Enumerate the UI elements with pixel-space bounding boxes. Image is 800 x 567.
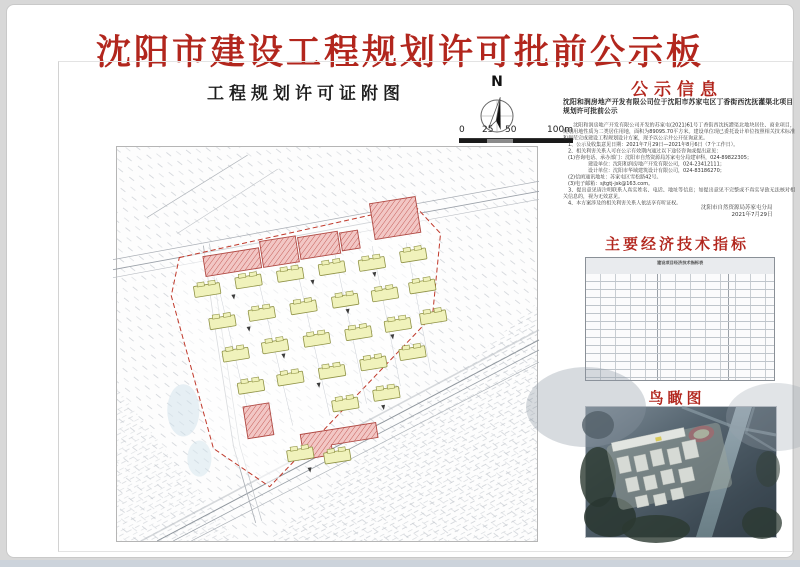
scale-tick: 25 xyxy=(482,125,494,135)
birdseye-section-title: 鸟瞰图 xyxy=(648,391,706,407)
notice-board xyxy=(6,4,794,558)
notice-paragraph: (2)信函通讯地址：苏家屯区雪松路42号。 xyxy=(563,174,662,180)
notice-signature: 沈阳市自然资源局苏家屯分局 xyxy=(701,204,773,211)
notice-heading: 沈阳和润房地产开发有限公司位于沈阳市苏家屯区丁香街西沈抚灌渠北项目规划许可批前公示 xyxy=(563,98,794,115)
notice-paragraph: 2、相关利害关系人可在公示有效期内通过以下途径咨询或提出意见： xyxy=(563,148,722,154)
page-title: 沈阳市建设工程规划许可批前公示板 xyxy=(95,33,704,72)
notice-paragraph: 1、公示及收集意见日期：2021年7月29日—2021年8月6日（7个工作日）。 xyxy=(563,142,739,148)
site-plan-label: 工程规划许可证附图 xyxy=(207,84,405,103)
birdseye-rendering-image xyxy=(585,406,777,538)
notice-paragraph: 4、本方案涉及的相关利害关系人依法享有听证权。 xyxy=(563,200,682,206)
notice-body xyxy=(563,122,795,206)
scale-tick: 100m xyxy=(547,125,573,135)
scale-bar-segments xyxy=(459,138,573,143)
birdseye-svg xyxy=(586,407,776,537)
notice-paragraph: 3、提出意见请注明联系人真实姓名、电话、地址等信息；如提出意见不完整或不真实导致无法核对相关信息的，视为无效意见。 xyxy=(563,187,795,200)
north-label: N xyxy=(491,74,503,90)
economic-table-caption: 建设项目经济技术指标表 xyxy=(657,260,704,266)
notice-signature-block xyxy=(563,204,795,230)
scale-tick: 0 xyxy=(459,125,465,135)
notice-paragraph: 沈阳和润房地产开发有限公司开发的苏家屯(2021)61号丁香街西沈抚灌渠北地块居住、商业项目，规划用地性质为二类居住用地，面积为89095.70平方米。建设单位现已委托设计单位按照相关技术标准和规范完成建设工程规划设计方案，现予以公示并公开征询意见。 xyxy=(563,122,795,141)
economic-indicators-table-image xyxy=(585,257,775,381)
notice-section-title: 公示信息 xyxy=(631,80,723,99)
indicators-section-title: 主要经济技术指标 xyxy=(604,237,749,253)
scale-bar xyxy=(459,125,573,147)
notice-paragraph: 设计单位：沈阳市华域建筑设计有限公司，024-83186270； xyxy=(563,168,725,174)
notice-paragraph: (1)咨询电话、承办部门：沈阳市自然资源局苏家屯分局建审科，024-89822305； xyxy=(563,155,752,161)
scale-tick: 50 xyxy=(505,125,517,135)
notice-date: 2021年7月29日 xyxy=(731,211,773,218)
photo-bottom-edge xyxy=(0,560,800,567)
notice-paragraph: (3)电子邮箱：sjtgtj-jsk@163.com。 xyxy=(563,181,654,187)
site-plan-drawing xyxy=(116,146,538,542)
notice-paragraph: 建设单位：沈阳和润房地产开发有限公司，024-23412111； xyxy=(563,161,725,167)
site-plan-svg xyxy=(117,147,537,541)
